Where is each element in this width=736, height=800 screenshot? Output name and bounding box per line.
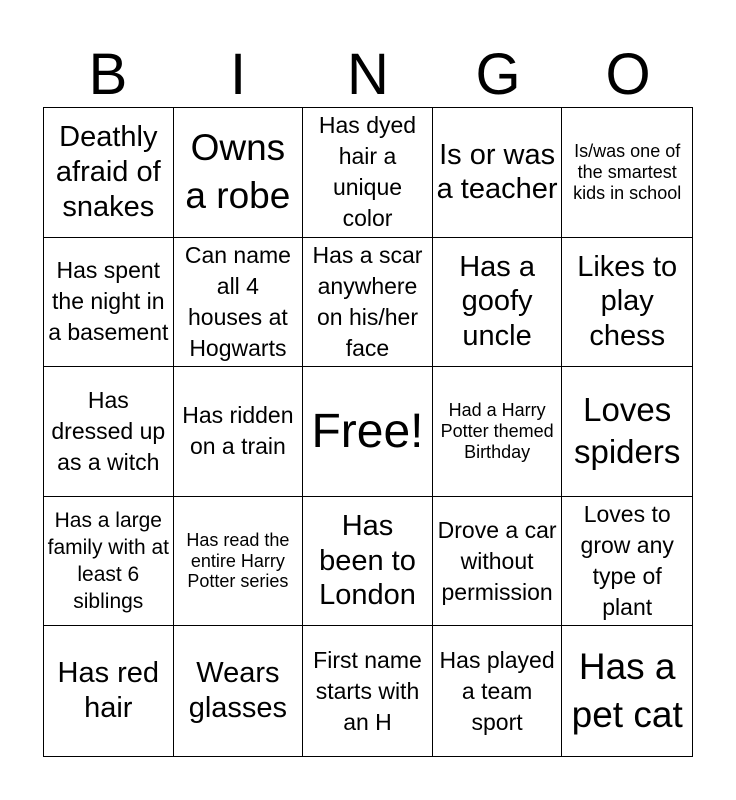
bingo-board: [43, 107, 693, 757]
cell-text: Has a pet cat: [571, 646, 683, 736]
cell-text: Has a scar anywhere on his/her face: [312, 241, 423, 361]
bingo-cell[interactable]: [562, 497, 692, 627]
cell-text: Has a goofy uncle: [459, 250, 535, 353]
cell-text: Can name all 4 houses at Hogwarts: [184, 241, 291, 361]
bingo-cell[interactable]: [44, 626, 174, 756]
bingo-cell[interactable]: [433, 238, 563, 368]
header-letter-n: N: [347, 42, 389, 107]
cell-text: Has played a team sport: [439, 646, 555, 735]
header-letter-o: O: [605, 42, 651, 107]
cell-text: Is or was a teacher: [436, 138, 558, 206]
bingo-cell[interactable]: [562, 367, 692, 497]
bingo-cell[interactable]: [303, 497, 433, 627]
bingo-cell[interactable]: [174, 367, 304, 497]
bingo-cell[interactable]: [174, 497, 304, 627]
bingo-cell[interactable]: [44, 238, 174, 368]
bingo-cell[interactable]: [174, 108, 304, 238]
bingo-cell[interactable]: [562, 626, 692, 756]
header-letter-b: B: [88, 42, 128, 107]
bingo-cell[interactable]: [174, 238, 304, 368]
cell-text: Had a Harry Potter themed Birthday: [440, 400, 554, 462]
bingo-cell[interactable]: [174, 626, 304, 756]
cell-text: Loves spiders: [574, 390, 681, 471]
free-cell-text: Free!: [311, 404, 424, 458]
bingo-cell[interactable]: [44, 108, 174, 238]
header-letter-i: I: [229, 42, 247, 107]
cell-text: Drove a car without permission: [437, 516, 557, 605]
header-letter-g: G: [475, 42, 521, 107]
bingo-header: [43, 44, 693, 106]
cell-text: Has read the entire Harry Potter series: [186, 530, 290, 592]
cell-text: Has red hair: [57, 657, 160, 725]
free-cell[interactable]: [303, 367, 433, 497]
cell-text: Has been to London: [319, 509, 416, 612]
cell-text: Has dressed up as a witch: [51, 386, 166, 476]
cell-text: Has ridden on a train: [182, 402, 294, 460]
bingo-cell[interactable]: [303, 238, 433, 368]
bingo-cell[interactable]: [562, 108, 692, 238]
cell-text: Has a large family with at least 6 siblings: [47, 508, 169, 614]
bingo-cell[interactable]: [303, 108, 433, 238]
cell-text: Has dyed hair a unique color: [318, 112, 417, 232]
cell-text: Has spent the night in a basement: [48, 257, 169, 346]
cell-text: Deathly afraid of snakes: [55, 121, 161, 223]
bingo-cell[interactable]: [433, 108, 563, 238]
bingo-cell[interactable]: [433, 497, 563, 627]
bingo-cell[interactable]: [303, 626, 433, 756]
bingo-cell[interactable]: [433, 367, 563, 497]
cell-text: Owns a robe: [185, 127, 291, 217]
bingo-cell[interactable]: [562, 238, 692, 368]
bingo-cell[interactable]: [44, 367, 174, 497]
cell-text: Loves to grow any type of plant: [580, 501, 674, 621]
cell-text: Is/was one of the smartest kids in school: [573, 141, 682, 203]
bingo-cell[interactable]: [44, 497, 174, 627]
bingo-cell[interactable]: [433, 626, 563, 756]
cell-text: Wears glasses: [188, 657, 288, 725]
cell-text: First name starts with an H: [313, 646, 422, 735]
cell-text: Likes to play chess: [577, 250, 678, 353]
